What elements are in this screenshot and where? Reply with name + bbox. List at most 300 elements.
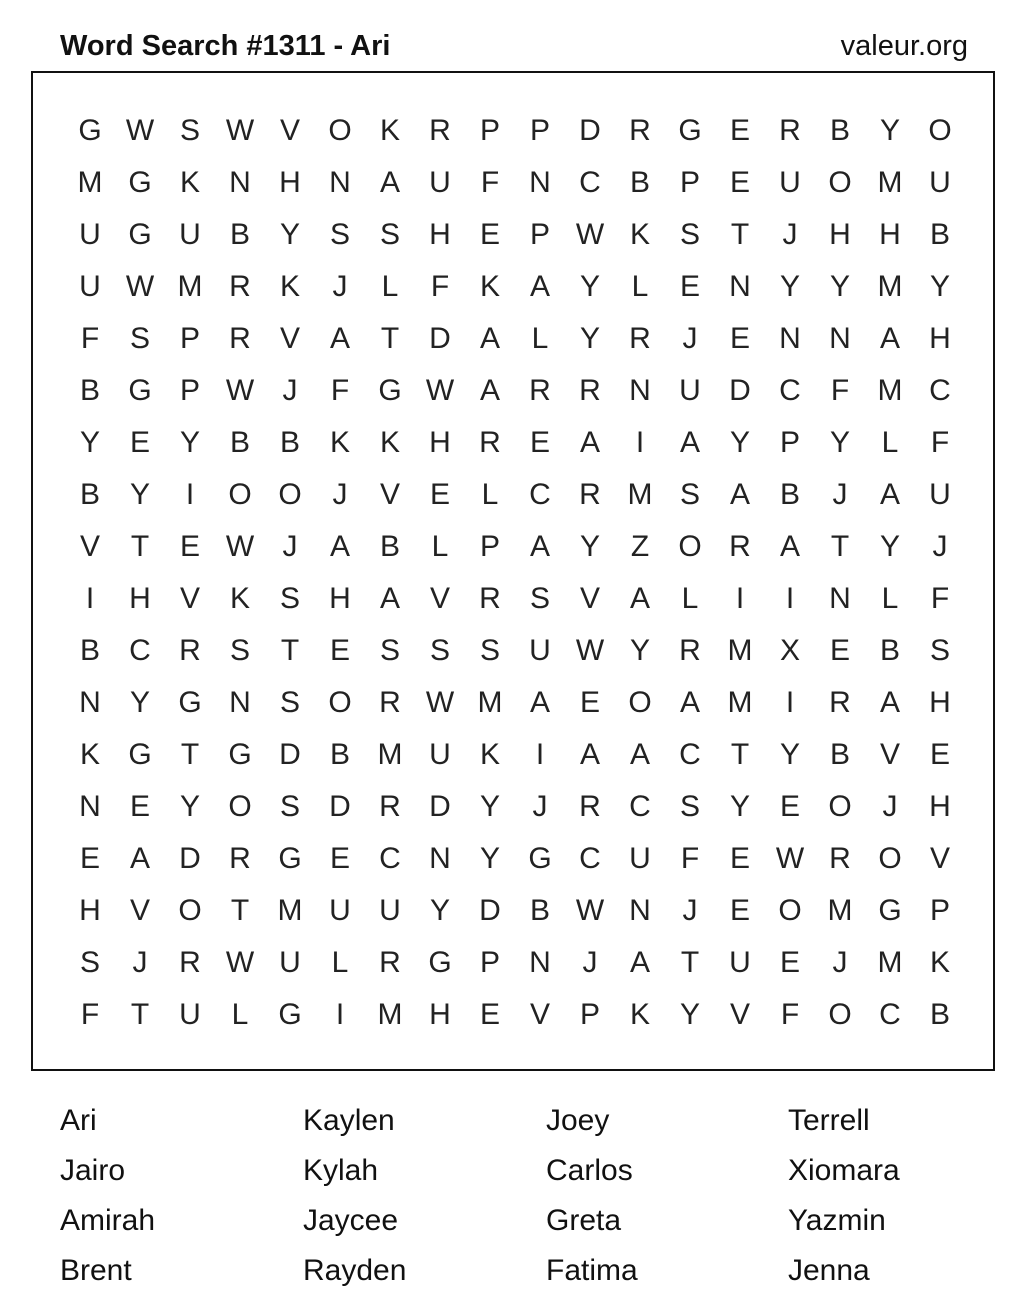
word-list-item: Yazmin [788, 1204, 886, 1237]
grid-letter: A [479, 374, 500, 407]
grid-letter: J [782, 218, 798, 251]
grid-letter: G [128, 218, 152, 251]
grid-letter: J [682, 322, 698, 355]
grid-letter: M [877, 374, 903, 407]
grid-letter: H [329, 582, 351, 615]
grid-letter: K [229, 582, 250, 615]
grid-letter: F [780, 998, 800, 1031]
grid-letter: O [928, 114, 952, 147]
grid-letter: C [379, 842, 401, 875]
grid-letter: F [680, 842, 700, 875]
grid-letter: E [479, 998, 500, 1031]
grid-letter: B [229, 218, 250, 251]
grid-letter: U [629, 842, 651, 875]
grid-letter: E [829, 634, 850, 667]
grid-letter: V [79, 530, 100, 563]
grid-letter: E [729, 894, 750, 927]
grid-letter: S [479, 634, 500, 667]
grid-letter: A [629, 946, 650, 979]
grid-letter: R [479, 582, 501, 615]
grid-letter: K [629, 218, 650, 251]
grid-letter: M [177, 270, 203, 303]
grid-letter: C [679, 738, 701, 771]
grid-letter: A [129, 842, 150, 875]
grid-letter: G [128, 738, 152, 771]
grid-letter: N [229, 686, 251, 719]
grid-letter: P [179, 374, 200, 407]
grid-letter: E [429, 478, 450, 511]
grid-letter: Y [179, 426, 200, 459]
grid-letter: W [225, 946, 255, 979]
grid-letter: B [929, 218, 950, 251]
grid-letter: M [877, 166, 903, 199]
grid-letter: B [229, 426, 250, 459]
grid-letter: E [729, 114, 750, 147]
grid-letter: U [79, 218, 101, 251]
grid-letter: V [579, 582, 600, 615]
grid-letter: N [829, 582, 851, 615]
grid-letter: O [228, 478, 252, 511]
grid-letter: E [129, 426, 150, 459]
grid-letter: R [229, 842, 251, 875]
grid-letter: W [225, 114, 255, 147]
grid-letter: F [330, 374, 350, 407]
word-list-item: Jaycee [303, 1204, 399, 1237]
grid-letter: V [379, 478, 400, 511]
grid-letter: R [829, 686, 851, 719]
grid-letter: L [481, 478, 499, 511]
grid-letter: F [830, 374, 850, 407]
grid-letter: C [529, 478, 551, 511]
grid-letter: A [379, 166, 400, 199]
grid-letter: M [477, 686, 503, 719]
grid-letter: T [280, 634, 300, 667]
grid-letter: S [129, 322, 150, 355]
grid-letter: R [629, 322, 651, 355]
word-list-item: Brent [60, 1254, 132, 1287]
grid-letter: Y [829, 270, 850, 303]
grid-letter: M [627, 478, 653, 511]
grid-letter: P [529, 218, 550, 251]
grid-letter: M [77, 166, 103, 199]
grid-letter: I [635, 426, 645, 459]
grid-letter: U [279, 946, 301, 979]
grid-letter: U [179, 218, 201, 251]
grid-letter: B [929, 998, 950, 1031]
grid-letter: U [729, 946, 751, 979]
grid-letter: R [379, 790, 401, 823]
word-list-item: Jenna [788, 1254, 870, 1287]
grid-letter: J [332, 270, 348, 303]
grid-letter: C [129, 634, 151, 667]
grid-letter: O [228, 790, 252, 823]
grid-letter: R [379, 946, 401, 979]
grid-letter: O [678, 530, 702, 563]
grid-letter: B [279, 426, 300, 459]
grid-letter: U [429, 166, 451, 199]
grid-letter: N [729, 270, 751, 303]
grid-letter: A [629, 738, 650, 771]
word-list-item: Kaylen [303, 1104, 395, 1137]
grid-letter: W [575, 218, 605, 251]
grid-letter: A [329, 322, 350, 355]
grid-letter: R [229, 322, 251, 355]
grid-letter: G [528, 842, 552, 875]
grid-letter: L [681, 582, 699, 615]
grid-letter: J [932, 530, 948, 563]
grid-letter: V [129, 894, 150, 927]
grid-letter: U [179, 998, 201, 1031]
grid-letter: T [130, 530, 150, 563]
grid-letter: I [785, 686, 795, 719]
grid-letter: P [579, 998, 600, 1031]
grid-letter: B [879, 634, 900, 667]
grid-letter: R [579, 790, 601, 823]
grid-letter: R [829, 842, 851, 875]
site-name: valeur.org [840, 30, 968, 62]
grid-letter: S [679, 790, 700, 823]
grid-letter: Y [129, 478, 150, 511]
grid-letter: Y [179, 790, 200, 823]
grid-letter: P [479, 530, 500, 563]
grid-letter: A [479, 322, 500, 355]
grid-letter: B [79, 374, 100, 407]
grid-letter: J [582, 946, 598, 979]
grid-letter: T [230, 894, 250, 927]
grid-letter: V [429, 582, 450, 615]
grid-letter: O [828, 998, 852, 1031]
grid-letter: P [529, 114, 550, 147]
grid-letter: I [735, 582, 745, 615]
word-list-item: Greta [546, 1204, 622, 1237]
grid-letter: D [429, 322, 451, 355]
grid-letter: P [929, 894, 950, 927]
grid-letter: C [579, 166, 601, 199]
grid-letter: G [878, 894, 902, 927]
word-list-item: Kylah [303, 1154, 379, 1187]
word-list-item: Amirah [60, 1204, 156, 1237]
grid-letter: J [282, 530, 298, 563]
grid-letter: S [379, 218, 400, 251]
grid-letter: T [730, 218, 750, 251]
grid-letter: E [329, 842, 350, 875]
grid-letter: N [779, 322, 801, 355]
grid-letter: X [779, 634, 800, 667]
grid-letter: K [379, 114, 400, 147]
grid-letter: M [377, 998, 403, 1031]
grid-letter: A [529, 530, 550, 563]
grid-letter: G [228, 738, 252, 771]
grid-letter: E [129, 790, 150, 823]
grid-letter: K [79, 738, 100, 771]
grid-letter: A [679, 686, 700, 719]
word-list-item: Carlos [546, 1154, 633, 1187]
grid-letter: E [179, 530, 200, 563]
grid-letter: A [779, 530, 800, 563]
grid-letter: N [829, 322, 851, 355]
grid-letter: V [179, 582, 200, 615]
grid-letter: M [727, 686, 753, 719]
grid-letter: T [730, 738, 750, 771]
grid-letter: A [879, 478, 900, 511]
grid-letter: Y [579, 530, 600, 563]
grid-letter: S [929, 634, 950, 667]
grid-letter: O [328, 114, 352, 147]
grid-letter: A [729, 478, 750, 511]
grid-letter: I [185, 478, 195, 511]
grid-letter: I [535, 738, 545, 771]
grid-letter: H [279, 166, 301, 199]
grid-letter: U [329, 894, 351, 927]
grid-letter: O [278, 478, 302, 511]
grid-letter: W [125, 270, 155, 303]
word-list-item: Xiomara [788, 1154, 900, 1187]
grid-letter: T [130, 998, 150, 1031]
grid-letter: E [729, 166, 750, 199]
grid-letter: Y [929, 270, 950, 303]
grid-letter: L [431, 530, 449, 563]
grid-letter: S [379, 634, 400, 667]
grid-letter: Y [779, 738, 800, 771]
grid-letter: S [279, 582, 300, 615]
grid-letter: E [779, 946, 800, 979]
grid-letter: W [125, 114, 155, 147]
grid-letter: V [879, 738, 900, 771]
grid-letter: F [80, 998, 100, 1031]
grid-letter: E [329, 634, 350, 667]
grid-letter: U [929, 166, 951, 199]
grid-letter: B [629, 166, 650, 199]
grid-letter: U [79, 270, 101, 303]
grid-letter: L [881, 582, 899, 615]
grid-letter: N [79, 790, 101, 823]
grid-letter: N [429, 842, 451, 875]
grid-letter: R [729, 530, 751, 563]
grid-letter: F [930, 426, 950, 459]
grid-letter: Y [879, 530, 900, 563]
grid-letter: M [377, 738, 403, 771]
grid-letter: L [531, 322, 549, 355]
grid-letter: W [775, 842, 805, 875]
grid-letter: C [929, 374, 951, 407]
grid-letter: R [179, 634, 201, 667]
grid-letter: B [79, 634, 100, 667]
grid-letter: G [428, 946, 452, 979]
grid-letter: H [429, 426, 451, 459]
grid-letter: H [929, 790, 951, 823]
grid-letter: A [629, 582, 650, 615]
grid-letter: D [579, 114, 601, 147]
grid-letter: V [279, 322, 300, 355]
grid-letter: U [779, 166, 801, 199]
grid-letter: Y [579, 322, 600, 355]
grid-letter: O [178, 894, 202, 927]
grid-letter: H [929, 322, 951, 355]
grid-letter: F [480, 166, 500, 199]
grid-letter: B [829, 114, 850, 147]
grid-letter: A [579, 738, 600, 771]
grid-letter: J [682, 894, 698, 927]
grid-letter: M [277, 894, 303, 927]
grid-letter: G [678, 114, 702, 147]
grid-letter: N [629, 374, 651, 407]
word-list-item: Rayden [303, 1254, 407, 1287]
grid-letter: E [579, 686, 600, 719]
grid-letter: P [179, 322, 200, 355]
grid-letter: W [225, 374, 255, 407]
grid-letter: D [179, 842, 201, 875]
grid-letter: H [429, 218, 451, 251]
grid-letter: D [479, 894, 501, 927]
grid-letter: F [430, 270, 450, 303]
grid-letter: K [479, 270, 500, 303]
grid-letter: S [679, 218, 700, 251]
grid-letter: Z [630, 530, 650, 563]
grid-letter: H [79, 894, 101, 927]
puzzle-title: Word Search #1311 - Ari [60, 30, 391, 62]
grid-letter: T [680, 946, 700, 979]
grid-letter: Y [679, 998, 700, 1031]
grid-letter: Y [129, 686, 150, 719]
grid-letter: T [830, 530, 850, 563]
grid-letter: H [429, 998, 451, 1031]
grid-letter: E [729, 322, 750, 355]
grid-letter: D [729, 374, 751, 407]
grid-letter: C [779, 374, 801, 407]
grid-letter: K [629, 998, 650, 1031]
grid-letter: K [929, 946, 950, 979]
grid-letter: A [379, 582, 400, 615]
grid-letter: F [80, 322, 100, 355]
grid-letter: W [425, 374, 455, 407]
grid-letter: O [828, 166, 852, 199]
grid-letter: S [679, 478, 700, 511]
grid-letter: C [629, 790, 651, 823]
grid-letter: R [779, 114, 801, 147]
grid-letter: U [679, 374, 701, 407]
word-list-item: Joey [546, 1104, 610, 1137]
grid-letter: N [229, 166, 251, 199]
grid-letter: Y [729, 790, 750, 823]
grid-letter: N [79, 686, 101, 719]
grid-letter: G [128, 374, 152, 407]
grid-letter: S [329, 218, 350, 251]
grid-letter: G [78, 114, 102, 147]
grid-letter: Y [279, 218, 300, 251]
word-list-item: Jairo [60, 1154, 126, 1187]
grid-letter: P [679, 166, 700, 199]
grid-letter: K [479, 738, 500, 771]
grid-letter: M [727, 634, 753, 667]
grid-letter: O [778, 894, 802, 927]
grid-letter: P [779, 426, 800, 459]
grid-letter: K [329, 426, 350, 459]
grid-letter: Y [629, 634, 650, 667]
grid-letter: A [679, 426, 700, 459]
grid-letter: K [379, 426, 400, 459]
grid-letter: A [579, 426, 600, 459]
grid-letter: M [877, 946, 903, 979]
grid-letter: A [879, 686, 900, 719]
grid-letter: A [329, 530, 350, 563]
grid-letter: O [328, 686, 352, 719]
grid-letter: K [279, 270, 300, 303]
grid-letter: V [279, 114, 300, 147]
grid-letter: C [879, 998, 901, 1031]
grid-letter: N [529, 946, 551, 979]
grid-letter: U [529, 634, 551, 667]
grid-letter: I [85, 582, 95, 615]
grid-letter: B [329, 738, 350, 771]
letter-grid-frame [31, 71, 995, 1071]
grid-letter: Y [879, 114, 900, 147]
grid-letter: S [179, 114, 200, 147]
grid-letter: E [529, 426, 550, 459]
grid-letter: J [132, 946, 148, 979]
grid-letter: R [379, 686, 401, 719]
grid-letter: V [729, 998, 750, 1031]
grid-letter: Y [479, 842, 500, 875]
grid-letter: B [79, 478, 100, 511]
grid-letter: J [882, 790, 898, 823]
grid-letter: I [335, 998, 345, 1031]
grid-letter: H [829, 218, 851, 251]
grid-letter: S [529, 582, 550, 615]
grid-letter: R [529, 374, 551, 407]
grid-letter: S [279, 686, 300, 719]
grid-letter: B [529, 894, 550, 927]
grid-letter: E [679, 270, 700, 303]
grid-letter: G [278, 998, 302, 1031]
grid-letter: O [828, 790, 852, 823]
grid-letter: L [881, 426, 899, 459]
grid-letter: C [579, 842, 601, 875]
grid-letter: V [929, 842, 950, 875]
grid-letter: M [877, 270, 903, 303]
grid-letter: V [529, 998, 550, 1031]
grid-letter: D [329, 790, 351, 823]
grid-letter: R [679, 634, 701, 667]
grid-letter: R [479, 426, 501, 459]
grid-letter: N [329, 166, 351, 199]
grid-letter: S [279, 790, 300, 823]
grid-letter: R [179, 946, 201, 979]
grid-letter: M [827, 894, 853, 927]
grid-letter: E [929, 738, 950, 771]
grid-letter: L [231, 998, 249, 1031]
grid-letter: S [79, 946, 100, 979]
grid-letter: H [129, 582, 151, 615]
grid-letter: I [785, 582, 795, 615]
grid-letter: G [128, 166, 152, 199]
grid-letter: K [179, 166, 200, 199]
grid-letter: P [479, 114, 500, 147]
grid-letter: N [629, 894, 651, 927]
grid-letter: E [479, 218, 500, 251]
grid-letter: R [579, 374, 601, 407]
grid-letter: L [381, 270, 399, 303]
grid-letter: U [429, 738, 451, 771]
grid-letter: Y [79, 426, 100, 459]
grid-letter: R [429, 114, 451, 147]
grid-letter: D [429, 790, 451, 823]
grid-letter: R [629, 114, 651, 147]
grid-letter: B [829, 738, 850, 771]
grid-letter: H [929, 686, 951, 719]
grid-letter: E [729, 842, 750, 875]
grid-letter: J [832, 478, 848, 511]
grid-letter: B [379, 530, 400, 563]
